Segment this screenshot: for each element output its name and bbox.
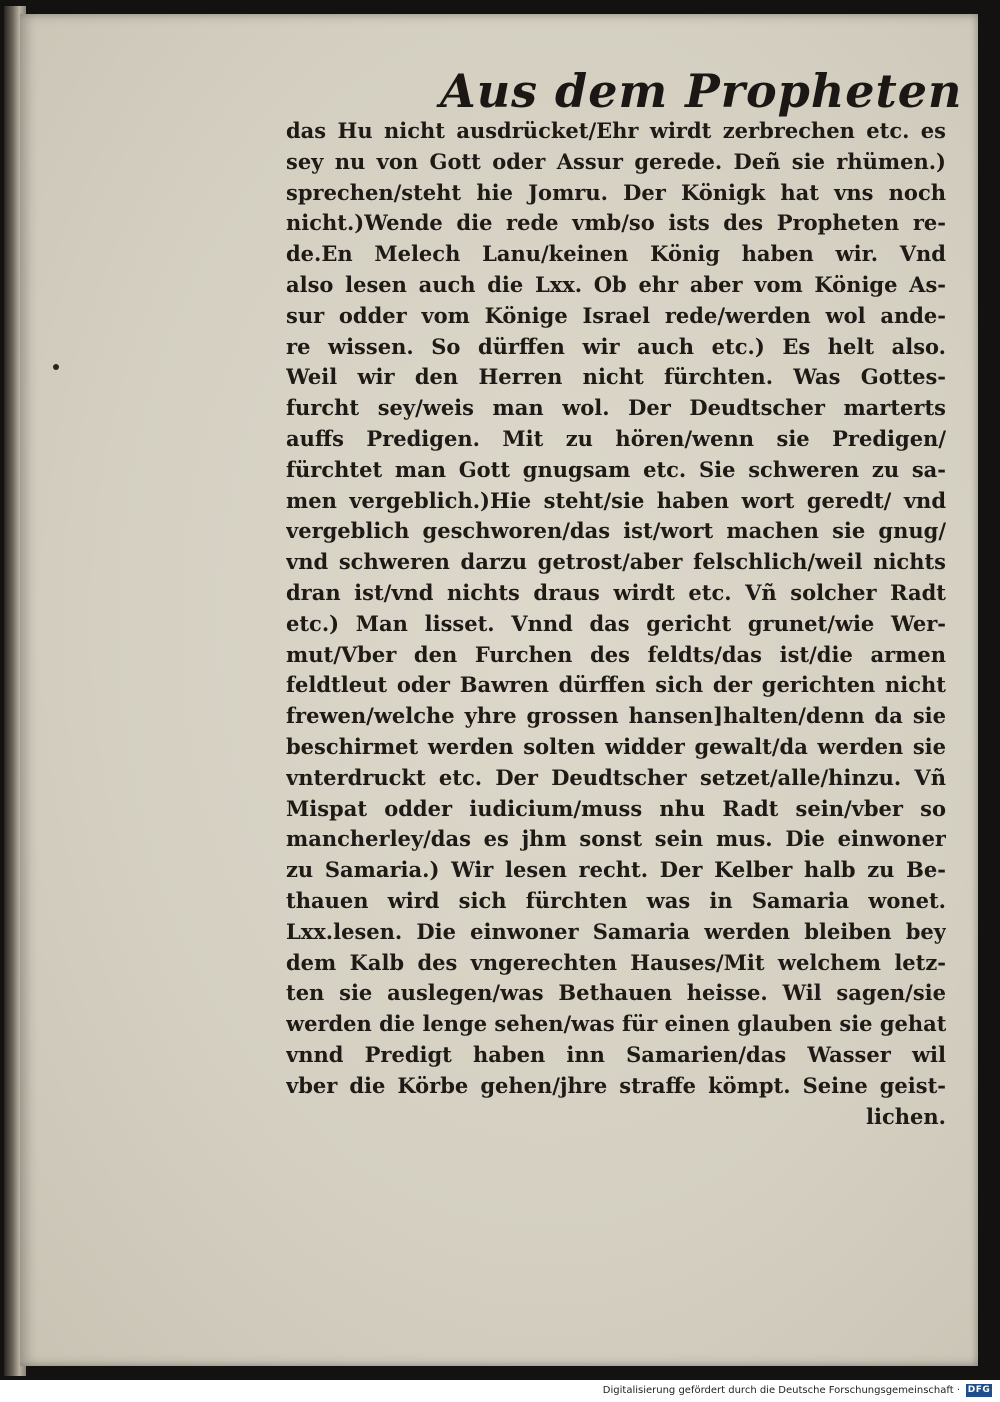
text-line: sur odder vom Könige Israel rede/werden wol ande- [286,302,946,328]
footer-bar [0,1380,1000,1402]
text-line: mut/Vber den Furchen des feldts/das ist/die armen [286,641,946,667]
text-line: fürchtet man Gott gnugsam etc. Sie schweren zu sa- [286,456,946,482]
text-line: feldtleut oder Bawren dürffen sich der gerichten nicht [286,672,946,698]
text-line: vnd schweren darzu getrost/aber felschlich/weil nichts [286,549,946,575]
text-line: vnnd Predigt haben inn Samarien/das Wasser wil [286,1041,946,1067]
text-line: also lesen auch die Lxx. Ob ehr aber vom Könige As- [286,271,946,297]
text-line: lichen. [866,1103,946,1129]
text-line: dem Kalb des vngerechten Hauses/Mit welchem letz- [286,949,946,975]
text-line: auffs Predigen. Mit zu hören/wenn sie Predigen/ [286,425,946,451]
text-line: etc.) Man lisset. Vnnd das gericht grunet/wie Wer- [286,610,946,636]
text-line: sprechen/steht hie Jomru. Der Königk hat vns noch [286,179,946,205]
text-line: dran ist/vnd nichts draus wirdt etc. Vñ solcher Radt [286,579,946,605]
funding-notice: Digitalisierung gefördert durch die Deutsche Forschungsgemeinschaft · [602,1385,960,1396]
text-line: beschirmet werden solten widder gewalt/da werden sie [286,733,946,759]
margin-mark [53,364,59,370]
text-line: frewen/welche yhre grossen hansen]halten/denn da sie [286,703,946,729]
text-line: Weil wir den Herren nicht fürchten. Was Gottes- [286,364,946,390]
text-line: mancherley/das es jhm sonst sein mus. Die einwoner [286,826,946,852]
page-body-text [286,116,946,1132]
text-line: nicht.)Wende die rede vmb/so ists des Propheten re- [286,210,946,236]
text-line: sey nu von Gott oder Assur gerede. Deñ sie rhümen.) [286,148,946,174]
text-line: vnterdruckt etc. Der Deudtscher setzet/alle/hinzu. Vñ [286,764,946,790]
text-line: furcht sey/weis man wol. Der Deudtscher marterts [286,395,946,421]
text-line: Mispat odder iudicium/muss nhu Radt sein/vber so [286,795,946,821]
dfg-logo-icon: DFG [967,1385,991,1395]
text-line: Lxx.lesen. Die einwoner Samaria werden bleiben bey [286,918,946,944]
text-line: zu Samaria.) Wir lesen recht. Der Kelber halb zu Be- [286,857,946,883]
text-line: ten sie auslegen/was Bethauen heisse. Wil sagen/sie [286,980,946,1006]
text-line: thauen wird sich fürchten was in Samaria wonet. [286,887,946,913]
text-line: de.En Melech Lanu/keinen König haben wir. Vnd [286,241,946,267]
text-line: vber die Körbe gehen/jhre straffe kömpt. Seine geist- [286,1072,946,1098]
text-line: vergeblich geschworen/das ist/wort machen sie gnug/ [286,518,946,544]
text-line: werden die lenge sehen/was für einen glauben sie gehat [286,1011,946,1037]
text-line: men vergeblich.)Hie steht/sie haben wort geredt/ vnd [286,487,946,513]
text-line: re wissen. So dürffen wir auch etc.) Es helt also. [286,333,946,359]
running-header: Aus dem Propheten [440,64,963,118]
text-line: das Hu nicht ausdrücket/Ehr wirdt zerbrechen etc. es [286,118,946,143]
